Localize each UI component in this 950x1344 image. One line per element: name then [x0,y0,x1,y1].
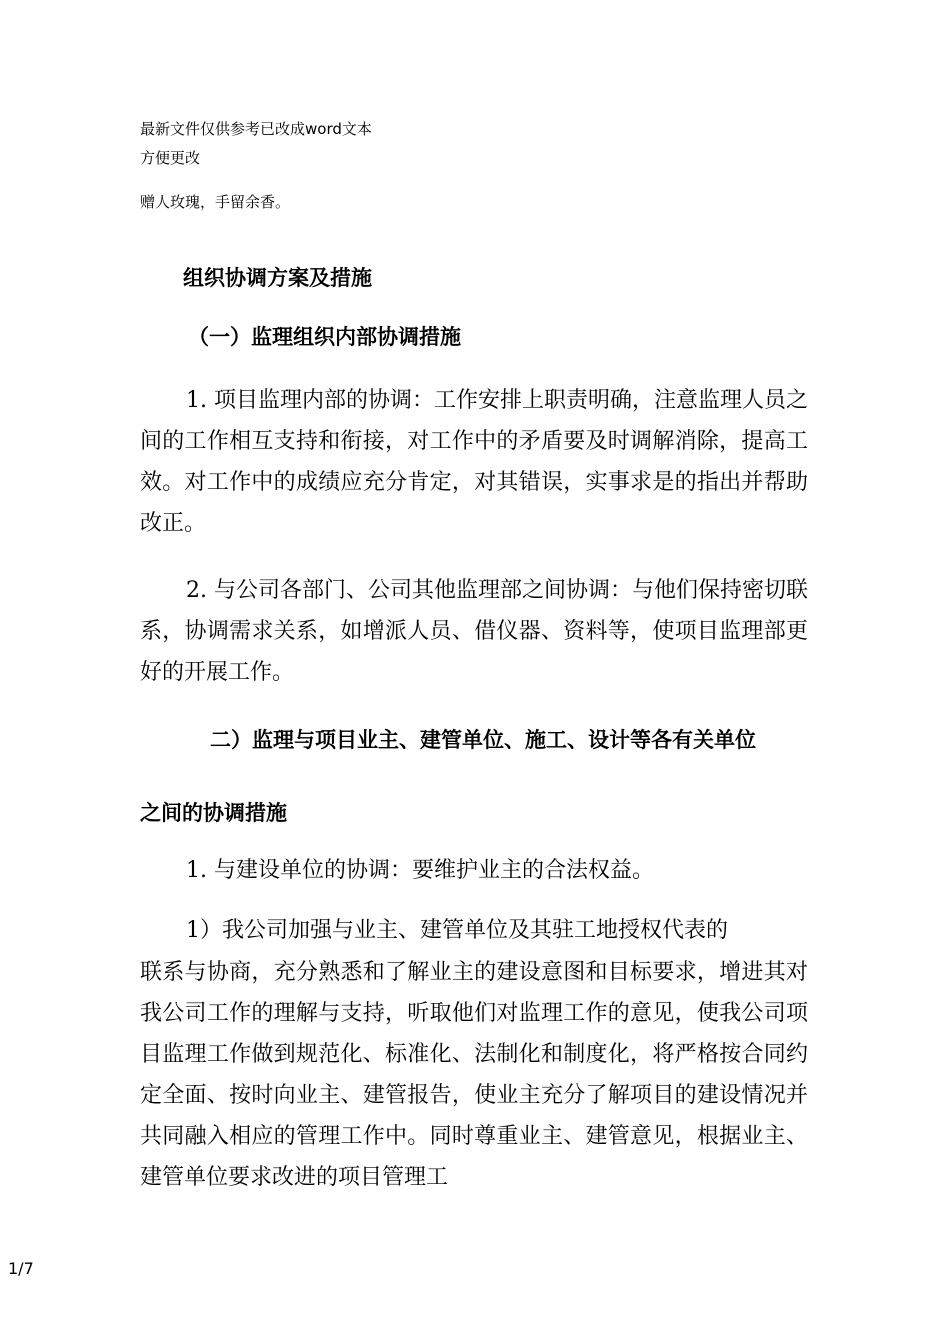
section2-paragraph-2-body: 联系与协商，充分熟悉和了解业主的建设意图和目标要求，增进其对我公司工作的理解与支持，听取他们对监理工作的意见，使我公司项目监理工作做到规范化、标准化、法制化和制度化，将严格按合同约定全面、按时向业主、建管报告，使业主充分了解项目的建设情况并共同融入相应的管理工作中。同时尊重业主、建管意见，根据业主、建管单位要求改进的项目管理工 [140,960,808,1190]
section1-paragraph-2 [140,570,808,693]
paragraph-text: 项目监理内部的协调：工作安排上职责明确，注意监理人员之间的工作相互支持和衔接，对工作中的矛盾要及时调解消除，提高工效。对工作中的成绩应充分肯定，对其错误，实事求是的指出并帮助改正。 [140,388,809,536]
section2-paragraph-2-first-line [140,910,808,951]
section2-heading-continued: 之间的协调措施 [140,801,287,825]
paragraph-number: 1） [186,918,222,943]
page-number: 1/7 [8,1259,34,1278]
paragraph-text: 与公司各部门、公司其他监理部之间协调：与他们保持密切联系，协调需求关系，如增派人员、借仪器、资料等，使项目监理部更好的开展工作。 [140,578,809,685]
document-title: 组织协调方案及措施 [183,266,372,290]
paragraph-number: 1. [186,858,207,883]
header-note-line3: 赠人玫瑰，手留余香。 [140,193,291,211]
header-note-line2: 方便更改 [140,149,201,167]
section2-paragraph-1 [140,850,808,891]
paragraph-number: 1. [186,388,207,413]
paragraph-number: 2. [186,578,207,603]
paragraph-text: 我公司加强与业主、建管单位及其驻工地授权代表的 [222,918,729,943]
paragraph-text: 与建设单位的协调：要维护业主的合法权益。 [214,858,655,883]
section1-paragraph-1 [140,380,808,544]
section1-heading: （一）监理组织内部协调措施 [188,325,461,349]
header-note-line1: 最新文件仅供参考已改成word文本 [140,120,372,138]
section2-heading: 二）监理与项目业主、建管单位、施工、设计等各有关单位 [210,728,756,752]
